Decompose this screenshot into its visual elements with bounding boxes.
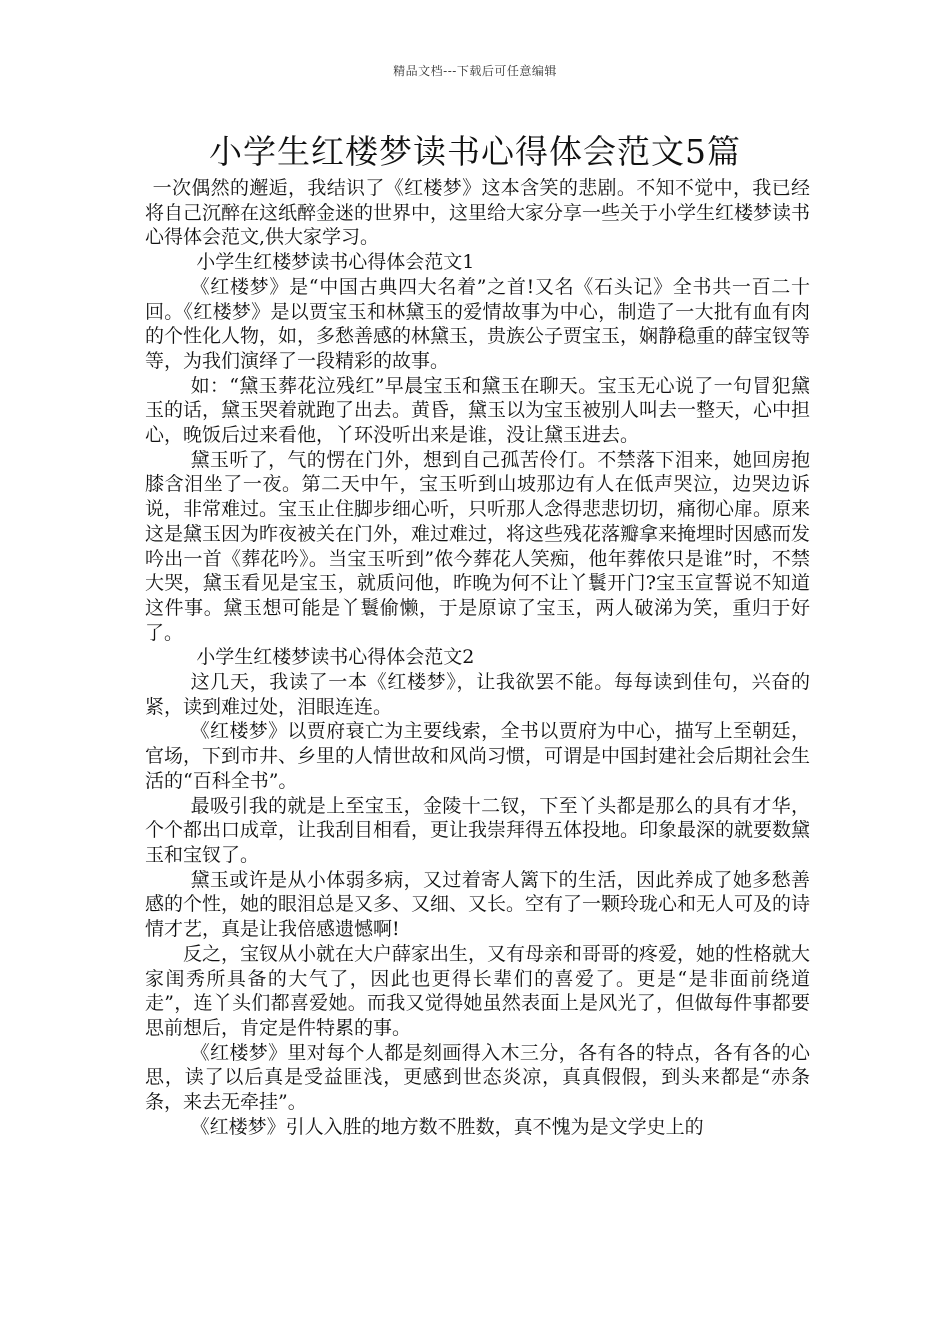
document-title: 小学生红楼梦读书心得体会范文5篇 xyxy=(209,132,741,171)
body-paragraph: 如：“黛玉葬花泣残红”早晨宝玉和黛玉在聊天。宝玉无心说了一句冒犯黛玉的话，黛玉哭着就跑了出去。黄昏，黛玉以为宝玉被别人叫去一整天，心中担心，晚饭后过来看他，丫环没听出来是谁，没让黛玉进去。 xyxy=(145,374,811,447)
body-paragraph: 黛玉或许是从小体弱多病，又过着寄人篱下的生活，因此养成了她多愁善感的个性，她的眼泪总是又多、又细、又长。空有了一颗玲珑心和无人可及的诗情才艺，真是让我倍感遗憾啊! xyxy=(145,868,811,941)
section-heading-2: 小学生红楼梦读书心得体会范文2 xyxy=(196,646,475,669)
header-note: 精品文档---下载后可任意编辑 xyxy=(393,64,557,78)
intro-paragraph: 一次偶然的邂逅，我结识了《红楼梦》这本含笑的悲剧。不知不觉中，我已经将自己沉醉在这纸醉金迷的世界中，这里给大家分享一些关于小学生红楼梦读书心得体会范文,供大家学习。 xyxy=(145,177,811,249)
section-heading-1: 小学生红楼梦读书心得体会范文1 xyxy=(196,251,475,274)
body-paragraph: 《红楼梦》是“中国古典四大名着”之首!又名《石头记》全书共一百二十回。《红楼梦》是以贾宝玉和林黛玉的爱情故事为中心，制造了一大批有血有肉的个性化人物，如，多愁善感的林黛玉，贵族公子贾宝玉，娴静稳重的薛宝钗等等，为我们演绎了一段精彩的故事。 xyxy=(145,275,811,372)
body-paragraph: 《红楼梦》以贾府衰亡为主要线索，全书以贾府为中心，描写上至朝廷，官场，下到市井、乡里的人情世故和风尚习惯，可谓是中国封建社会后期社会生活的“百科全书”。 xyxy=(145,720,811,792)
body-paragraph: 《红楼梦》里对每个人都是刻画得入木三分，各有各的特点，各有各的心思，读了以后真是受益匪浅，更感到世态炎凉，真真假假，到头来都是“赤条条，来去无牵挂”。 xyxy=(145,1041,810,1114)
body-paragraph: 《红楼梦》引人入胜的地方数不胜数，真不愧为是文学史上的 xyxy=(190,1115,704,1138)
body-paragraph: 最吸引我的就是上至宝玉，金陵十二钗，下至丫头都是那么的具有才华，个个都出口成章，让我刮目相看，更让我崇拜得五体投地。印象最深的就要数黛玉和宝钗了。 xyxy=(145,794,811,866)
body-paragraph: 反之，宝钗从小就在大户薛家出生，又有母亲和哥哥的疼爱，她的性格就大家闺秀所具备的大气了，因此也更得长辈们的喜爱了。更是“是非面前绕道走”，连丫头们都喜爱她。而我又觉得她虽然表面上是风光了，但做每件事都要思前想后，肯定是件特累的事。 xyxy=(145,942,811,1039)
body-paragraph: 这几天，我读了一本《红楼梦》，让我欲罢不能。每每读到佳句，兴奋的紧，读到难过处，泪眼连连。 xyxy=(145,671,810,718)
document-body xyxy=(145,176,810,1139)
body-paragraph: 黛玉听了，气的愣在门外，想到自己孤苦伶仃。不禁落下泪来，她回房抱膝含泪坐了一夜。第二天中午，宝玉听到山坡那边有人在低声哭泣，边哭边诉说，非常难过。宝玉止住脚步细心听，只听那人念得悲悲切切，痛彻心扉。原来这是黛玉因为昨夜被关在门外，难过难过，将这些残花落瓣拿来掩埋时因感而发吟出一首《葬花吟》。当宝玉听到”侬今葬花人笑痴，他年葬侬只是谁”时，不禁大哭，黛玉看见是宝玉，就质问他，昨晚为何不让丫鬟开门?宝玉宣誓说不知道这件事。黛玉想可能是丫鬟偷懒，于是原谅了宝玉，两人破涕为笑，重归于好了。 xyxy=(145,448,811,644)
